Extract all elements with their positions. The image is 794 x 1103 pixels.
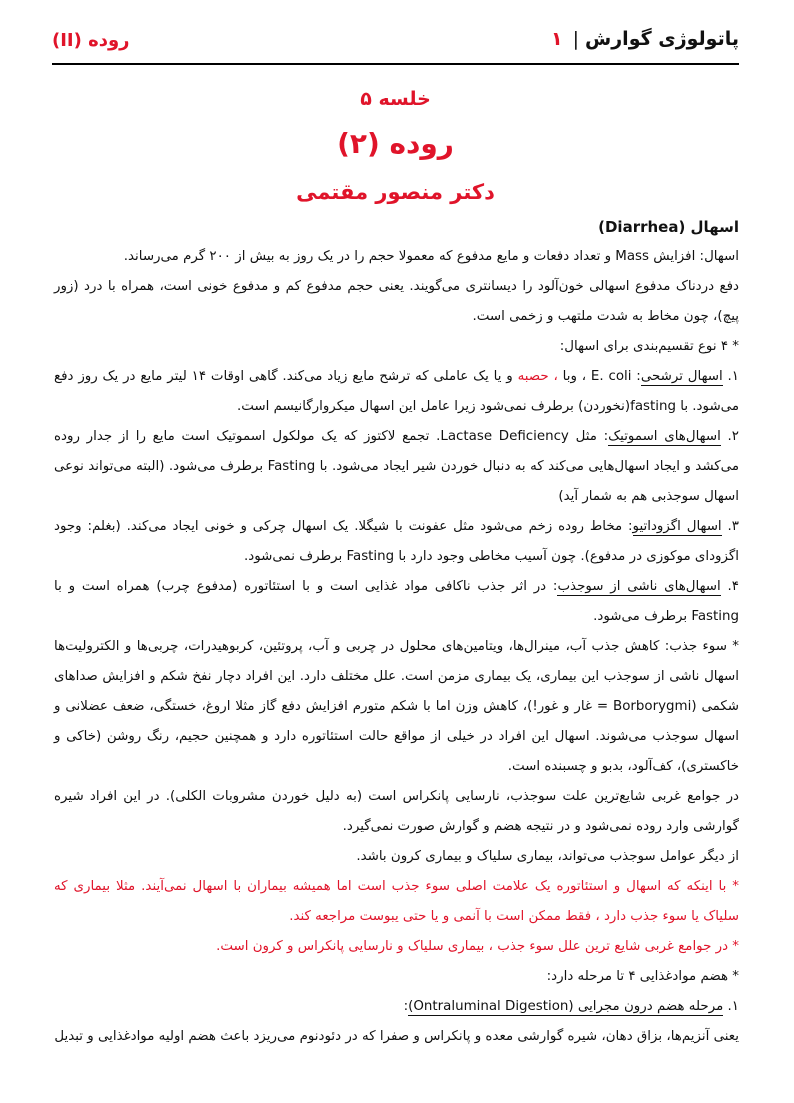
page-header xyxy=(52,22,739,62)
highlight-typhoid: ، حصبه xyxy=(517,369,558,384)
term-malabsorption: اسهال‌های ناشی از سوجذب xyxy=(557,579,721,594)
list-item-stage-1: ۱. مرحله هضم درون مجرایی (Ontraluminal Digestion): xyxy=(403,999,739,1014)
paragraph-other-causes: از دیگر عوامل سوجذب می‌تواند، بیماری سلیاک و بیماری کرون باشد. xyxy=(356,849,739,864)
session-title: خلسه ۵ xyxy=(360,88,431,110)
author-name: دکتر منصور مقتمی xyxy=(296,180,495,204)
paragraph-malabsorption: * سوء جذب: کاهش جذب آب، مینرال‌ها، ویتامین‌های محلول در چربی و آب، پروتئین، کربوهیدرات، چربی‌ها و الکترولیت‌ها اسهال ناشی از سوجذب این بیماری، یک بیماری مزمن است. علل مختلف دارد. این افراد دچار نفخ شکم و افزایش صداهای شکمی (Borborygmi = غار و غور!)، کاهش وزن اما با شکم متورم افزایش دفع گاز مثلا اروغ، خستگی، ضعف عضلانی و اسهال سوجذب می‌شوند. اسهال این افراد در خیلی از مواقع حالت استئاتوره دارد و همچنین حجیم، رنگ روشن (خاکی و خاکستری)، کف‌آلود، بدبو و چسبنده است. xyxy=(54,639,739,774)
header-separator: | xyxy=(572,28,580,50)
list-item-osmotic: ۲. اسهال‌های اسموتیک: مثل Lactase Deficiency. تجمع لاکتوز که یک مولکول اسموتیک است مایع را از جدار روده می‌کشد و ایجاد اسهال‌هایی می‌کند که به دنبال خوردن شیر ایجاد می‌شود. با Fasting برطرف می‌شود. (البته می‌تواند نوعی اسهال سوجذبی هم به شمار آید) xyxy=(54,429,739,504)
paragraph-enzymes: یعنی آنزیم‌ها، بزاق دهان، شیره گوارشی معده و پانکراس و صفرا که در دئودنوم می‌ریزد باعث هضم اولیه موادغذایی و تبدیل xyxy=(54,1029,739,1044)
header-rule xyxy=(52,63,739,65)
section-heading: اسهال (Diarrhea) xyxy=(598,218,739,236)
paragraph-western-causes: در جوامع غربی شایع‌ترین علت سوجذب، نارسایی پانکراس است (به دلیل خوردن مشروبات الکلی). در این افراد شیره گوارشی وارد روده نمی‌شود و در نتیجه هضم و گوارش صورت نمی‌گیرد. xyxy=(54,789,739,834)
term-intraluminal: مرحله هضم درون مجرایی (Ontraluminal Digestion) xyxy=(408,999,724,1014)
topic-title: روده (۲) xyxy=(337,127,454,160)
term-exudative: اسهال اگزوداتیو xyxy=(632,519,722,534)
list-item-exudative: ۳. اسهال اگزوداتیو: مخاط روده زخم می‌شود مثل عفونت با شیگلا. یک اسهال چرکی و خونی ایجاد می‌کند. (بغلم: وجود اگزودای موکوزی در مدفوع). چون آسیب مخاطی وجود دارد با Fasting برطرف نمی‌شود. xyxy=(54,519,739,564)
page-number: ۱ xyxy=(551,28,563,50)
running-title xyxy=(551,28,739,50)
note-red-1: * با اینکه که اسهال و استئاتوره یک علامت اصلی سوء جذب است اما همیشه بیماران با اسهال نمی‌آیند. مثلا بیماری که سلیاک یا سوء جذب دارد ، فقط ممکن است با آنمی و یا حتی یبوست مراجعه کند. xyxy=(54,879,739,924)
book-title: پاتولوژی گوارش xyxy=(585,28,739,50)
list-item-malabsorption: ۴. اسهال‌های ناشی از سوجذب: در اثر جذب ناکافی مواد غذایی است و با استئاتوره (مدفوع چرب) همراه است و با Fasting برطرف می‌شود. xyxy=(54,579,739,624)
document-body xyxy=(54,212,739,1052)
paragraph-digestion-stages: * هضم موادغذایی ۴ تا مرحله دارد: xyxy=(546,969,739,984)
note-red-2: * در جوامع غربی شایع ترین علل سوء جذب ، بیماری سلیاک و نارسایی پانکراس و کرون است. xyxy=(216,939,739,954)
list-item-secretory: ۱. اسهال ترشحی: E. coli ، وبا ، حصبه و یا یک عاملی که ترشح مایع زیاد می‌کند. گاهی اوقات ۱۴ لیتر مایع در یک روز دفع می‌شود. با fasting(نخوردن) برطرف نمی‌شود زیرا عامل این اسهال میکروارگانیسم است. xyxy=(54,369,739,414)
paragraph-definition: اسهال: افزایش Mass و تعداد دفعات و مایع مدفوع که معمولا حجم را در یک روز به بیش از ۲۰۰ گرم می‌رساند. xyxy=(123,249,739,264)
term-osmotic: اسهال‌های اسموتیک xyxy=(608,429,721,444)
paragraph-types-intro: * ۴ نوع تقسیم‌بندی برای اسهال: xyxy=(559,339,739,354)
term-secretory: اسهال ترشحی xyxy=(640,369,723,384)
chapter-title: روده (II) xyxy=(52,30,130,51)
paragraph-dysentery: دفع دردناک مدفوع اسهالی خون‌آلود را دیسانتری می‌گویند. یعنی حجم مدفوع کم و مدفوع خونی است، همراه با درد (زور پیچ)، چون مخاط به شدت ملتهب و زخمی است. xyxy=(54,279,739,324)
